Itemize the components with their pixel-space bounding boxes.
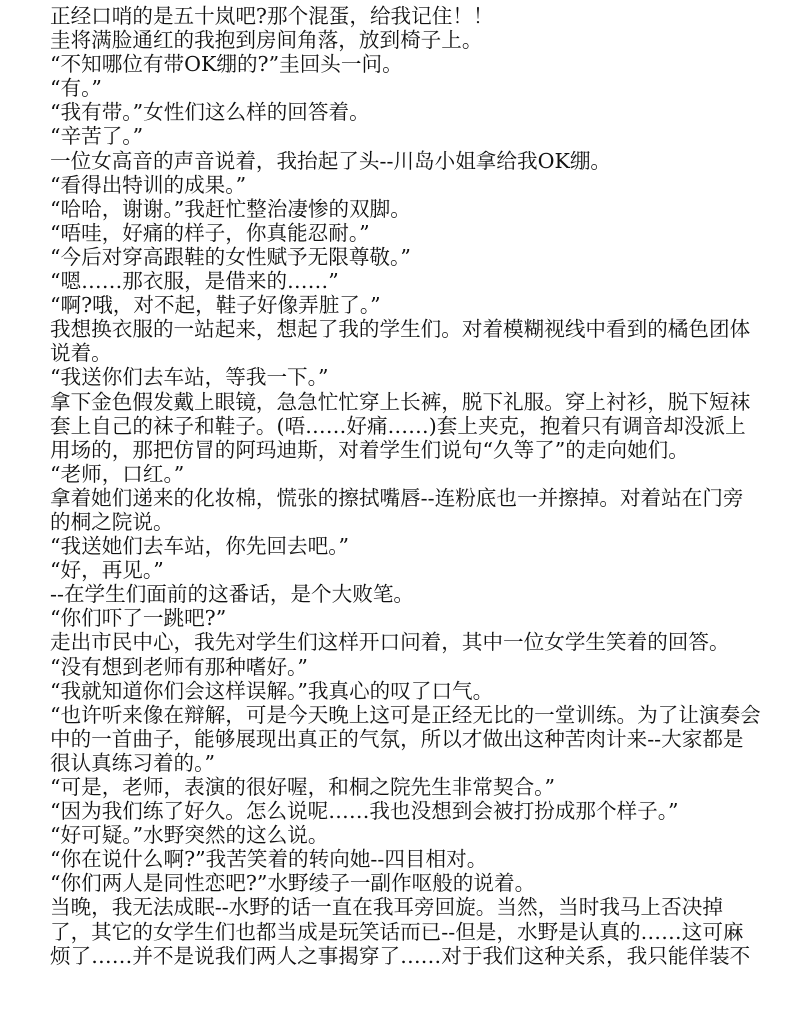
paragraph: “我就知道你们会这样误解。”我真心的叹了口气。 bbox=[50, 678, 494, 703]
paragraph: “因为我们练了好久。怎么说呢……我也没想到会被打扮成那个样子。” bbox=[50, 799, 679, 824]
paragraph: 一位女高音的声音说着，我抬起了头--川岛小姐拿给我OK绷。 bbox=[50, 148, 612, 173]
paragraph: “你在说什么啊?”我苦笑着的转向她--四目相对。 bbox=[50, 847, 488, 872]
paragraph: “好可疑。”水野突然的这么说。 bbox=[50, 823, 329, 848]
paragraph: 正经口哨的是五十岚吧?那个混蛋，给我记住！！ bbox=[50, 4, 494, 28]
paragraph: “可是，老师，表演的很好喔，和桐之院先生非常契合。” bbox=[50, 775, 556, 799]
paragraph: 当晚，我无法成眠--水野的话一直在我耳旁回旋。当然，当时我马上否决掉了，其它的女学生们也都当成是玩笑话而已--但是，水野是认真的……这可麻烦了……并不是说我们两人之事揭穿了……对于我们这种关系，我只能佯装不 bbox=[50, 895, 751, 968]
paragraph: “看得出特训的成果。” bbox=[50, 172, 247, 197]
paragraph: “嗯……那衣服，是借来的……” bbox=[50, 269, 339, 294]
paragraph: --在学生们面前的这番话，是个大败笔。 bbox=[50, 582, 415, 607]
paragraph: “也许听来像在辩解，可是今天晚上这可是正经无比的一堂训练。为了让演奏会中的一首曲子，能够展现出真正的气氛，所以才做出这种苦肉计来--大家都是很认真练习着的。” bbox=[50, 702, 761, 775]
paragraph: “没有想到老师有那种嗜好。” bbox=[50, 654, 308, 679]
paragraph: 我想换衣服的一站起来，想起了我的学生们。对着模糊视线中看到的橘色团体说着。 bbox=[50, 317, 751, 366]
paragraph: “我有带。”女性们这么样的回答着。 bbox=[50, 100, 370, 125]
paragraph: “我送她们去车站，你先回去吧。” bbox=[50, 534, 350, 559]
document-page bbox=[50, 4, 764, 968]
paragraph: “唔哇，好痛的样子，你真能忍耐。” bbox=[50, 220, 370, 245]
paragraph: 拿着她们递来的化妆棉，慌张的擦拭嘴唇--连粉底也一并擦掉。对着站在门旁的桐之院说。 bbox=[50, 485, 744, 534]
paragraph: “不知哪位有带OK绷的?”圭回头一问。 bbox=[50, 52, 403, 77]
paragraph: 走出市民中心，我先对学生们这样开口问着，其中一位女学生笑着的回答。 bbox=[50, 630, 730, 655]
paragraph: “好，再见。” bbox=[50, 558, 164, 583]
paragraph: “哈哈，谢谢。”我赶忙整治凄惨的双脚。 bbox=[50, 196, 411, 221]
paragraph: 拿下金色假发戴上眼镜，急急忙忙穿上长裤，脱下礼服。穿上衬衫，脱下短袜套上自己的袜子和鞋子。(唔……好痛……)套上夹克，抱着只有调音却没派上用场的，那把仿冒的阿玛迪斯，对着学生们说句“久等了”的走向她们。 bbox=[50, 389, 751, 462]
paragraph: 圭将满脸通红的我抱到房间角落，放到椅子上。 bbox=[50, 28, 483, 53]
paragraph: “你们吓了一跳吧?” bbox=[50, 606, 227, 631]
paragraph: “你们两人是同性恋吧?”水野绫子一副作呕般的说着。 bbox=[50, 871, 536, 896]
paragraph: “老师，口红。” bbox=[50, 461, 185, 486]
paragraph: “我送你们去车站，等我一下。” bbox=[50, 365, 329, 390]
paragraph: “有。” bbox=[50, 76, 102, 101]
paragraph: “啊?哦，对不起，鞋子好像弄脏了。” bbox=[50, 293, 381, 318]
paragraph: “今后对穿高跟鞋的女性赋予无限尊敬。” bbox=[50, 244, 411, 269]
paragraph: “辛苦了。” bbox=[50, 124, 144, 149]
